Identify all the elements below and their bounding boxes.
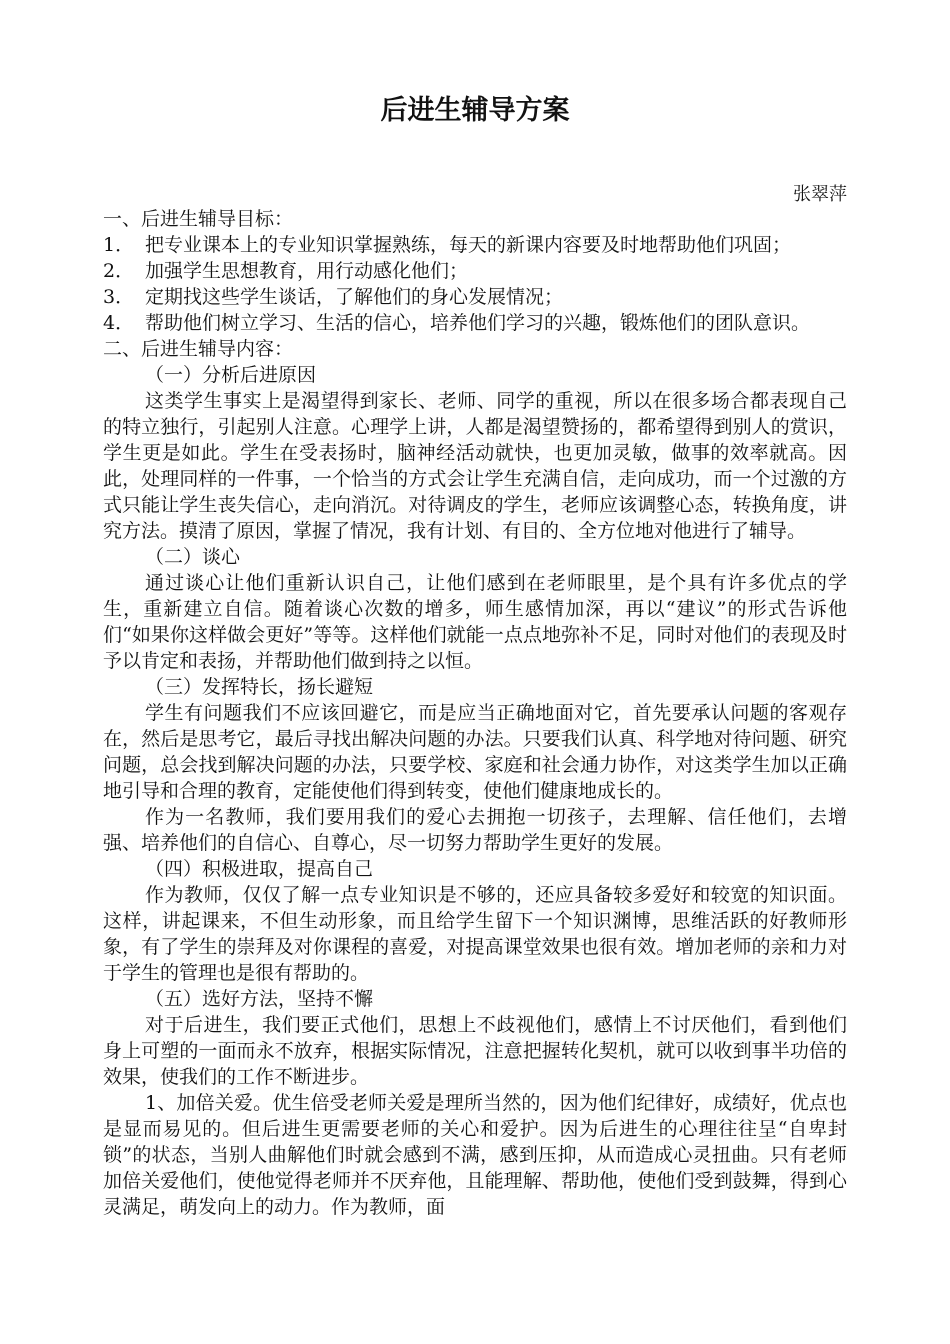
goal-text: 加强学生思想教育，用行动感化他们； xyxy=(145,260,469,282)
goal-number: 3． xyxy=(103,286,135,308)
goal-number: 1． xyxy=(103,234,135,256)
goal-item xyxy=(103,310,847,336)
paragraph: 对于后进生，我们要正式他们，思想上不歧视他们，感情上不讨厌他们，看到他们身上可塑的一面而永不放弃，根据实际情况，注意把握转化契机，就可以收到事半功倍的效果，使我们的工作不断进步。 xyxy=(103,1014,847,1088)
paragraph: 1、加倍关爱。优生倍受老师关爱是理所当然的，因为他们纪律好，成绩好，优点也是显而易见的。但后进生更需要老师的关心和爱护。因为后进生的心理往往呈“自卑封锁”的状态，当别人曲解他们时就会感到不满，感到压抑，从而造成心灵扭曲。只有老师加倍关爱他们，使他觉得老师并不厌弃他，且能理解、帮助他，使他们受到鼓舞，得到心灵满足，萌发向上的动力。作为教师，面 xyxy=(103,1092,847,1218)
subheading: （四）积极进取，提高自己 xyxy=(145,858,374,880)
goal-text: 定期找这些学生谈话，了解他们的身心发展情况； xyxy=(145,286,564,308)
subheading: （二）谈心 xyxy=(145,546,241,568)
paragraph: 作为教师，仅仅了解一点专业知识是不够的，还应具备较多爱好和较宽的知识面。这样，讲起课来，不但生动形象，而且给学生留下一个知识渊博，思维活跃的好教师形象，有了学生的崇拜及对你课程的喜爱，对提高课堂效果也很有效。增加老师的亲和力对于学生的管理也是很有帮助的。 xyxy=(103,884,847,984)
goal-item xyxy=(103,258,847,284)
goal-item xyxy=(103,232,847,258)
goal-text: 把专业课本上的专业知识掌握熟练，每天的新课内容要及时地帮助他们巩固； xyxy=(145,234,792,256)
document-body xyxy=(103,206,847,1220)
paragraph: 通过谈心让他们重新认识自己，让他们感到在老师眼里，是个具有许多优点的学生，重新建立自信。随着谈心次数的增多，师生感情加深，再以“建议”的形式告诉他们“如果你这样做会更好”等等。这样他们就能一点点地弥补不足，同时对他们的表现及时予以肯定和表扬，并帮助他们做到持之以恒。 xyxy=(103,572,847,672)
section-heading-goals: 一、后进生辅导目标： xyxy=(103,208,294,230)
paragraph: 这类学生事实上是渴望得到家长、老师、同学的重视，所以在很多场合都表现自己的特立独行，引起别人注意。心理学上讲，人都是渴望赞扬的，都希望得到别人的赏识，学生更是如此。学生在受表扬时，脑神经活动就快，也更加灵敏，做事的效率就高。因此，处理同样的一件事，一个恰当的方式会让学生充满自信，走向成功，而一个过激的方式只能让学生丧失信心，走向消沉。对待调皮的学生，老师应该调整心态，转换角度，讲究方法。摸清了原因，掌握了情况，我有计划、有目的、全方位地对他进行了辅导。 xyxy=(103,390,847,542)
goal-number: 4． xyxy=(103,312,135,334)
subheading: （三）发挥特长，扬长避短 xyxy=(145,676,374,698)
goal-item xyxy=(103,284,847,310)
goal-text: 帮助他们树立学习、生活的信心，培养他们学习的兴趣，锻炼他们的团队意识。 xyxy=(145,312,811,334)
subheading: （五）选好方法，坚持不懈 xyxy=(145,988,374,1010)
paragraph: 学生有问题我们不应该回避它，而是应当正确地面对它，首先要承认问题的客观存在，然后是思考它，最后寻找出解决问题的办法。只要我们认真、科学地对待问题、研究问题，总会找到解决问题的办法，只要学校、家庭和社会通力协作，对这类学生加以正确地引导和合理的教育，定能使他们得到转变，使他们健康地成长的。 xyxy=(103,702,847,802)
author-name: 张翠萍 xyxy=(793,184,847,205)
subheading: （一）分析后进原因 xyxy=(145,364,317,386)
section-heading-content: 二、后进生辅导内容： xyxy=(103,338,294,360)
document-title: 后进生辅导方案 xyxy=(380,95,570,126)
paragraph: 作为一名教师，我们要用我们的爱心去拥抱一切孩子，去理解、信任他们，去增强、培养他们的自信心、自尊心，尽一切努力帮助学生更好的发展。 xyxy=(103,806,847,854)
goal-number: 2． xyxy=(103,260,135,282)
